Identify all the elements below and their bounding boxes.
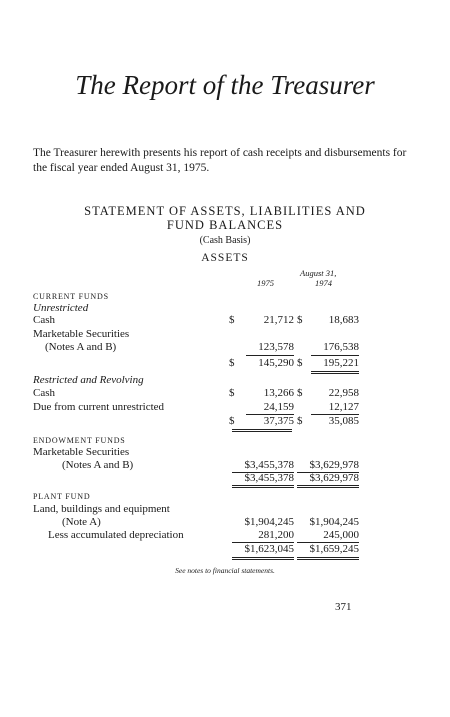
restricted-label: Restricted and Revolving (33, 374, 144, 386)
securities-1975: 123,578 (258, 341, 294, 353)
cash-label: Cash (33, 314, 55, 326)
depreciation-1974: 245,000 (323, 529, 359, 541)
endowment-total-1975: $3,455,378 (244, 472, 294, 484)
dollar-sign: $ (297, 415, 303, 427)
restricted-cash-1975: 13,266 (263, 387, 294, 399)
dollar-sign: $ (297, 357, 303, 369)
unrestricted-total-1975: 145,290 (258, 357, 294, 369)
land-1974: $1,904,245 (309, 516, 359, 528)
dollar-sign: $ (229, 357, 235, 369)
rule (232, 429, 292, 430)
current-funds-section: CURRENT FUNDS (33, 292, 109, 301)
plant-total-1975: $1,623,045 (244, 543, 294, 555)
rule (311, 355, 359, 356)
rule (232, 557, 294, 558)
endowment-funds-section: ENDOWMENT FUNDS (33, 436, 126, 445)
assets-heading: ASSETS (201, 252, 249, 264)
endowment-1974: $3,629,978 (309, 459, 359, 471)
due-1975: 24,159 (263, 401, 294, 413)
dollar-sign: $ (297, 314, 303, 326)
rule (246, 355, 294, 356)
year-1975-header: 1975 (257, 278, 274, 288)
land-label: Land, buildings and equipment (33, 503, 170, 515)
cash-1974: 18,683 (328, 314, 359, 326)
statement-heading-line1: STATEMENT OF ASSETS, LIABILITIES AND (84, 204, 366, 218)
land-note: (Note A) (62, 516, 101, 528)
endowment-securities-label: Marketable Securities (33, 446, 130, 458)
endowment-1975: $3,455,378 (244, 459, 294, 471)
rule (297, 557, 359, 558)
statement-heading-line2: FUND BALANCES (166, 218, 284, 232)
land-1975: $1,904,245 (244, 516, 294, 528)
rule (232, 559, 294, 560)
date-header: August 31, (300, 268, 337, 278)
securities-1974: 176,538 (323, 341, 359, 353)
cash-1975: 21,712 (263, 314, 294, 326)
rule (297, 487, 359, 488)
dollar-sign: $ (229, 314, 235, 326)
due-label: Due from current unrestricted (33, 401, 165, 413)
rule (311, 371, 359, 372)
basis-label: (Cash Basis) (199, 235, 251, 246)
restricted-cash-label: Cash (33, 387, 55, 399)
dollar-sign: $ (229, 387, 235, 399)
endowment-securities-note: (Notes A and B) (62, 459, 134, 471)
intro-paragraph: The Treasurer herewith presents his report of cash receipts and disbursements for the fiscal year ended August 31, 1975. (33, 147, 407, 174)
securities-note: (Notes A and B) (45, 341, 117, 353)
rule (232, 487, 294, 488)
restricted-total-1974: 35,085 (328, 415, 359, 427)
unrestricted-label: Unrestricted (33, 302, 89, 314)
securities-label: Marketable Securities (33, 328, 130, 340)
depreciation-1975: 281,200 (258, 529, 294, 541)
rule (232, 431, 292, 432)
depreciation-label: Less accumulated depreciation (48, 529, 184, 541)
due-1974: 12,127 (328, 401, 359, 413)
rule (232, 485, 294, 486)
rule (297, 559, 359, 560)
plant-total-1974: $1,659,245 (309, 543, 359, 555)
restricted-total-1975: 37,375 (263, 415, 294, 427)
page-title: The Report of the Treasurer (75, 70, 375, 100)
unrestricted-total-1974: 195,221 (323, 357, 359, 369)
rule (311, 373, 359, 374)
page-number: 371 (335, 601, 352, 613)
footnote: See notes to financial statements. (175, 566, 275, 575)
dollar-sign: $ (229, 415, 235, 427)
endowment-total-1974: $3,629,978 (309, 472, 359, 484)
dollar-sign: $ (297, 387, 303, 399)
restricted-cash-1974: 22,958 (328, 387, 359, 399)
year-1974-header: 1974 (315, 278, 332, 288)
plant-fund-section: PLANT FUND (33, 492, 91, 501)
rule (297, 485, 359, 486)
